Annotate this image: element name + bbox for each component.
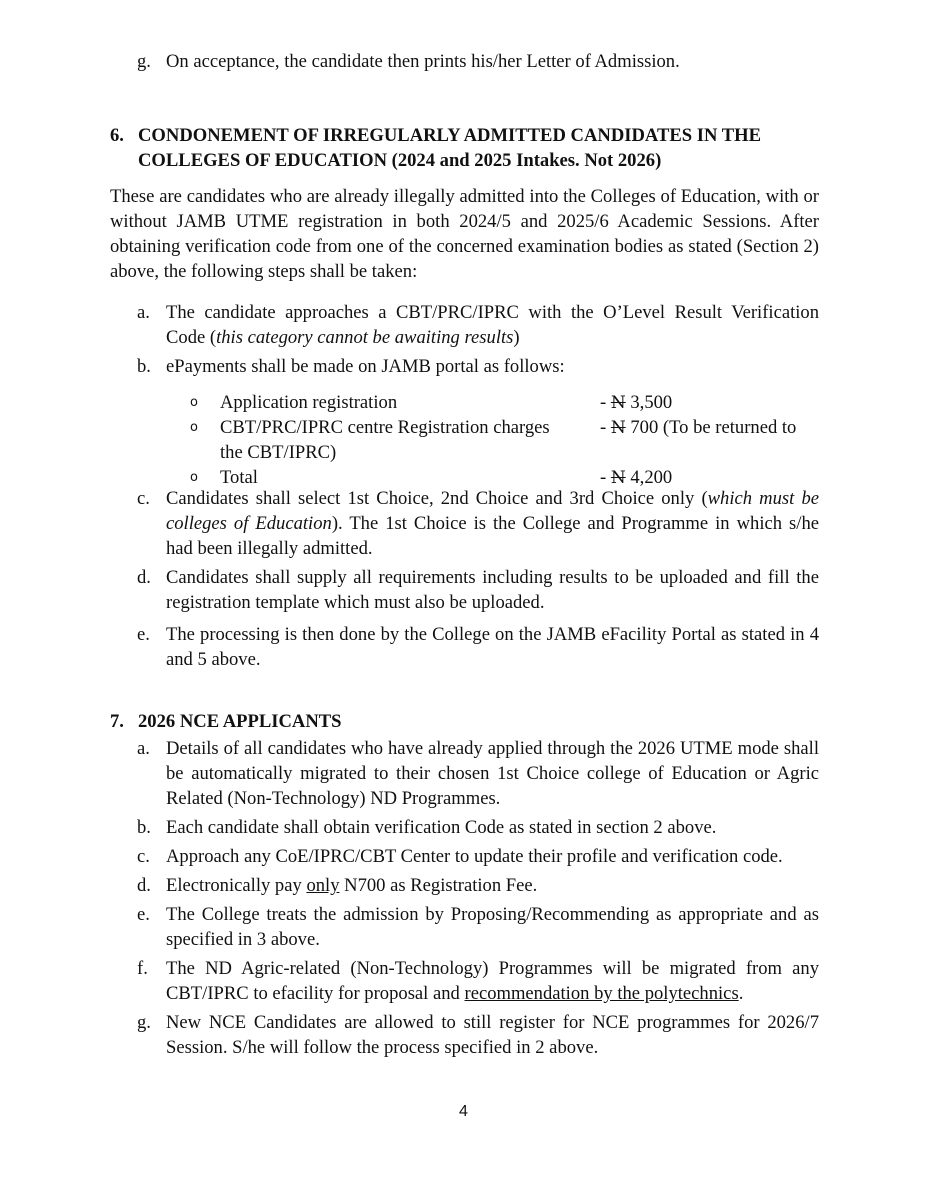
list-item [137, 49, 819, 74]
previous-list [137, 49, 819, 78]
payment-label: Total [220, 467, 258, 488]
list-item [137, 844, 819, 869]
section-6-list-mid [137, 486, 819, 619]
payment-row [190, 390, 819, 415]
item-text: New NCE Candidates are allowed to still register for NCE programmes for 2026/7 Session. S/he will follow the process specified in 2 above. [166, 1012, 819, 1058]
item-text: Candidates shall supply all requirements including results to be uploaded and fill the registration template which must also be uploaded. [166, 567, 819, 613]
item-label: e. [137, 904, 150, 925]
section-6-list-end [137, 622, 819, 676]
payment-label: Application registration [220, 392, 398, 413]
heading-line: COLLEGES OF EDUCATION (2024 and 2025 Intakes. Not 2026) [138, 150, 662, 171]
item-label: d. [137, 875, 151, 896]
payment-amount: - N 700 (To be returned to [600, 417, 797, 438]
list-item [137, 1010, 819, 1060]
section-6-intro: These are candidates who are already illegally admitted into the Colleges of Education, with or without JAMB UTME registration in both 2024/5 and 2025/6 Academic Sessions. After obtaining verification code from one of the concerned examination bodies as stated (Section 2) above, the following steps shall be taken: [110, 186, 819, 282]
item-text: Electronically pay only N700 as Registration Fee. [166, 875, 538, 896]
item-label: g. [137, 1012, 151, 1033]
list-item [137, 815, 819, 840]
list-item [137, 565, 819, 615]
underlined-text: recommendation by the polytechnics [464, 983, 739, 1004]
section-number: 6. [110, 125, 124, 146]
list-item [137, 736, 819, 811]
payment-row [190, 415, 819, 440]
item-label: c. [137, 846, 150, 867]
naira-symbol: N [610, 468, 626, 488]
section-number: 7. [110, 711, 124, 732]
item-label: b. [137, 817, 151, 838]
list-item [137, 956, 819, 1006]
italic-note: this category cannot be awaiting results [216, 327, 514, 348]
payment-label: CBT/PRC/IPRC centre Registration charges [220, 417, 550, 438]
item-label: d. [137, 567, 151, 588]
item-text: Approach any CoE/IPRC/CBT Center to update their profile and verification code. [166, 846, 783, 867]
item-label: e. [137, 624, 150, 645]
item-text: Candidates shall select 1st Choice, 2nd Choice and 3rd Choice only (which must be colleges of Education). The 1st Choice is the College and Programme in which s/he had been illegally admitted. [166, 488, 819, 559]
list-item [137, 622, 819, 672]
item-label: a. [137, 738, 150, 759]
heading-line: CONDONEMENT OF IRREGULARLY ADMITTED CANDIDATES IN THE [138, 125, 761, 146]
item-text: Details of all candidates who have already applied through the 2026 UTME mode shall be automatically migrated to their chosen 1st Choice college of Education or Agric Related (Non-Technology) ND Programmes. [166, 738, 819, 809]
item-label: g. [137, 51, 151, 72]
item-text: The processing is then done by the College on the JAMB eFacility Portal as stated in 4 and 5 above. [166, 624, 819, 670]
section-7-heading [110, 709, 830, 734]
item-text: Each candidate shall obtain verification Code as stated in section 2 above. [166, 817, 717, 838]
list-item [137, 486, 819, 561]
section-6-list-top [137, 300, 819, 383]
payment-note: the CBT/IPRC) [220, 442, 337, 463]
item-label: a. [137, 302, 150, 323]
heading-line: 2026 NCE APPLICANTS [138, 711, 342, 732]
item-text: The College treats the admission by Proposing/Recommending as appropriate and as specified in 3 above. [166, 904, 819, 950]
item-label: f. [137, 958, 148, 979]
italic-note: which must be colleges of Education [166, 488, 819, 534]
payment-amount: - N 4,200 [600, 467, 673, 488]
naira-symbol: N [610, 393, 626, 413]
list-item [137, 300, 819, 350]
bullet-icon: o [190, 420, 198, 435]
list-item [137, 873, 819, 898]
payments-list [190, 390, 819, 490]
list-item [137, 902, 819, 952]
underlined-text: only [306, 875, 340, 896]
item-label: c. [137, 488, 150, 509]
bullet-icon: o [190, 470, 198, 485]
page-number: 4 [459, 1103, 468, 1120]
item-text: The candidate approaches a CBT/PRC/IPRC with the O’Level Result Verification Code (this category cannot be awaiting results) [166, 302, 819, 348]
item-text: ePayments shall be made on JAMB portal as follows: [166, 356, 565, 377]
item-label: b. [137, 356, 151, 377]
item-text: The ND Agric-related (Non-Technology) Programmes will be migrated from any CBT/IPRC to efacility for proposal and recommendation by the polytechnics. [166, 958, 819, 1004]
naira-symbol: N [610, 418, 626, 438]
payment-amount: - N 3,500 [600, 392, 673, 413]
section-6-heading [110, 123, 830, 173]
item-text: On acceptance, the candidate then prints his/her Letter of Admission. [166, 51, 680, 72]
list-item [137, 354, 819, 379]
bullet-icon: o [190, 395, 198, 410]
section-7-list [137, 736, 819, 1064]
